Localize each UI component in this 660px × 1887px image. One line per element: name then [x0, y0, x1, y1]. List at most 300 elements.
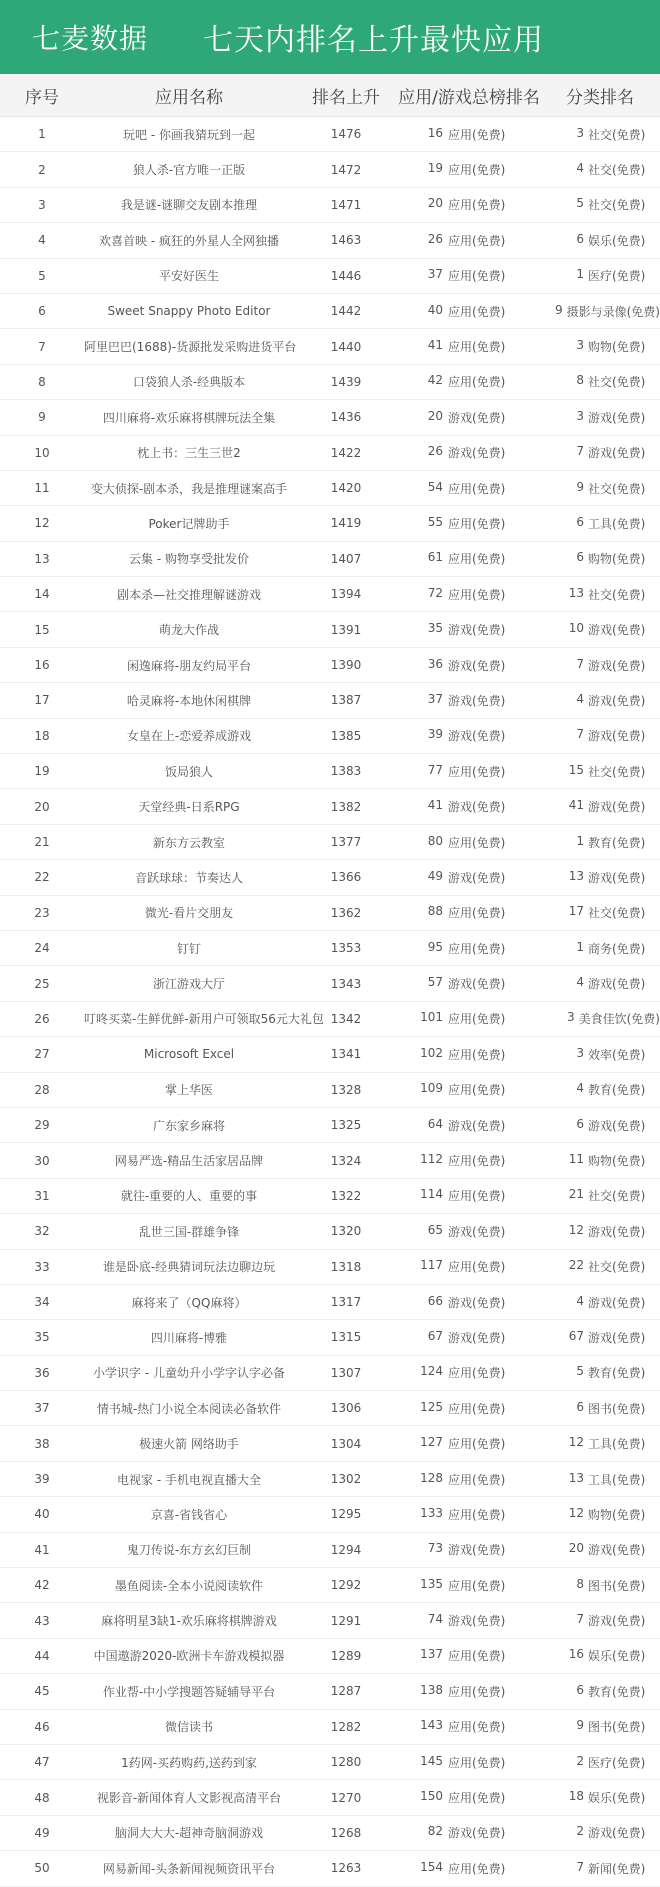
row-index: 41: [34, 1542, 50, 1557]
category-label: 游戏(免费): [588, 1118, 646, 1133]
row-index: 5: [38, 268, 46, 283]
page-header: [0, 0, 660, 74]
category-rank-cell: [540, 444, 660, 461]
row-index: 23: [34, 905, 50, 920]
overall-rank-label: 应用(免费): [448, 906, 506, 921]
app-name: Microsoft Excel: [143, 1047, 235, 1062]
overall-rank-cell: [398, 1400, 540, 1417]
overall-rank: 41: [427, 338, 443, 353]
category-rank: 4: [576, 1293, 584, 1308]
column-header-rank-rise: 排名上升: [312, 87, 380, 108]
overall-rank-label: 游戏(免费): [448, 693, 506, 708]
rank-rise: 1282: [330, 1719, 362, 1734]
overall-rank: 133: [420, 1505, 443, 1520]
overall-rank-label: 应用(免费): [448, 1791, 506, 1806]
overall-rank: 54: [427, 479, 443, 494]
category-label: 社交(免费): [588, 198, 646, 213]
category-rank-cell: [540, 1187, 660, 1204]
overall-rank-cell: [398, 904, 540, 921]
overall-rank-cell: [398, 869, 540, 886]
overall-rank-cell: [398, 834, 540, 851]
overall-rank: 67: [427, 1328, 443, 1343]
category-rank: 9: [576, 479, 584, 494]
overall-rank-label: 应用(免费): [448, 1649, 506, 1664]
row-index: 17: [34, 693, 50, 708]
rank-rise: 1292: [330, 1578, 362, 1593]
brand-name: 七麦数据: [32, 22, 149, 55]
table-row: [0, 542, 660, 577]
rank-rise: 1270: [330, 1790, 362, 1805]
category-label: 游戏(免费): [588, 658, 646, 673]
overall-rank-cell: [398, 232, 540, 249]
app-name: 萌龙大作战: [158, 623, 219, 638]
category-rank: 5: [576, 196, 584, 211]
overall-rank-cell: [398, 1860, 540, 1877]
column-header-app-name: 应用名称: [155, 87, 223, 108]
app-name: 四川麻将-博雅: [150, 1330, 228, 1345]
overall-rank-label: 应用(免费): [448, 481, 506, 496]
category-rank: 6: [576, 1116, 584, 1131]
overall-rank-cell: [398, 1435, 540, 1452]
app-name: 中国遨游2020-欧洲卡车游戏模拟器: [93, 1649, 285, 1664]
app-name: 脑洞大大大-超神奇脑洞游戏: [114, 1826, 264, 1841]
row-index: 33: [34, 1259, 50, 1274]
category-rank: 6: [576, 1682, 584, 1697]
overall-rank: 74: [427, 1612, 443, 1627]
rank-rise: 1439: [330, 374, 362, 389]
overall-rank-cell: [398, 515, 540, 532]
table-row: [0, 1426, 660, 1461]
overall-rank: 114: [420, 1187, 443, 1202]
table-row: [0, 365, 660, 400]
table-header: [0, 74, 660, 117]
overall-rank-label: 应用(免费): [448, 941, 506, 956]
table-row: [0, 1214, 660, 1249]
category-label: 购物(免费): [588, 1154, 646, 1169]
rank-rise: 1307: [330, 1365, 362, 1380]
rank-rise: 1377: [330, 835, 362, 849]
overall-rank-label: 游戏(免费): [448, 1826, 506, 1841]
overall-rank-cell: [398, 338, 540, 355]
row-index: 35: [34, 1330, 50, 1345]
overall-rank-cell: [398, 798, 540, 815]
overall-rank-label: 应用(免费): [448, 1260, 506, 1275]
category-rank-cell: [540, 940, 660, 957]
category-rank-cell: [540, 1152, 660, 1169]
category-rank: 7: [576, 656, 584, 671]
category-label: 游戏(免费): [588, 800, 646, 815]
overall-rank-label: 游戏(免费): [448, 1330, 506, 1345]
page-title: 七天内排名上升最快应用: [203, 23, 545, 58]
overall-rank: 35: [427, 621, 443, 636]
category-rank: 9: [576, 1718, 584, 1733]
app-name: 音跃球球：节奏达人: [134, 870, 243, 885]
row-index: 11: [34, 481, 50, 496]
category-rank: 8: [576, 1576, 584, 1591]
app-name: Sweet Snappy Photo Editor: [107, 304, 271, 319]
table-row: [0, 1143, 660, 1178]
overall-rank-label: 游戏(免费): [448, 1224, 506, 1239]
category-label: 图书(免费): [588, 1720, 646, 1735]
row-index: 3: [38, 197, 46, 212]
category-label: 教育(免费): [588, 835, 646, 850]
row-index: 10: [34, 445, 50, 460]
rank-rise: 1325: [330, 1118, 362, 1133]
column-header-index: 序号: [25, 87, 59, 108]
table-row: [0, 259, 660, 294]
row-index: 37: [34, 1401, 50, 1416]
table-row: [0, 931, 660, 966]
overall-rank: 20: [427, 408, 443, 423]
row-index: 25: [34, 976, 50, 991]
rank-rise: 1420: [330, 481, 362, 496]
rank-rise: 1383: [330, 764, 362, 779]
row-index: 48: [34, 1790, 50, 1805]
category-label: 医疗(免费): [588, 269, 646, 284]
overall-rank-cell: [398, 1541, 540, 1558]
overall-rank-label: 游戏(免费): [448, 1295, 506, 1310]
app-name: 四川麻将-欢乐麻将棋牌玩法全集: [102, 410, 276, 425]
table-row: [0, 1816, 660, 1851]
category-rank-cell: [540, 1789, 660, 1806]
category-label: 教育(免费): [588, 1684, 646, 1699]
category-rank-cell: [540, 904, 660, 921]
rank-rise: 1306: [330, 1401, 362, 1416]
category-rank: 12: [568, 1435, 584, 1450]
overall-rank-cell: [398, 1789, 540, 1806]
overall-rank: 124: [420, 1364, 443, 1379]
table-row: [0, 1037, 660, 1072]
category-rank-cell: [540, 1541, 660, 1558]
category-rank-cell: [540, 975, 660, 992]
table-row: [0, 1320, 660, 1355]
column-header-overall-rank: 应用/游戏总榜排名: [398, 87, 540, 108]
category-rank: 6: [576, 231, 584, 246]
category-rank-cell: [540, 834, 660, 851]
category-rank: 6: [576, 550, 584, 565]
overall-rank: 16: [427, 125, 443, 140]
app-name: 女皇在上-恋爱养成游戏: [126, 729, 252, 744]
overall-rank: 82: [427, 1824, 443, 1839]
table-row: [0, 1391, 660, 1426]
table-body: [0, 117, 660, 1887]
category-rank-cell: [540, 1081, 660, 1098]
category-rank: 7: [576, 444, 584, 459]
category-label: 社交(免费): [588, 1189, 646, 1204]
table-row: [0, 1497, 660, 1532]
category-label: 工具(免费): [588, 516, 646, 531]
category-rank-cell: [540, 727, 660, 744]
category-label: 社交(免费): [588, 163, 646, 178]
category-label: 游戏(免费): [588, 446, 646, 461]
overall-rank-cell: [398, 940, 540, 957]
overall-rank-label: 应用(免费): [448, 1861, 506, 1876]
table-row: [0, 719, 660, 754]
app-name: 情书城-热门小说全本阅读必备软件: [96, 1401, 282, 1416]
overall-rank-cell: [398, 409, 540, 426]
category-rank: 3: [576, 1045, 584, 1060]
category-rank: 7: [576, 727, 584, 742]
category-rank-cell: [540, 692, 660, 709]
category-rank: 12: [568, 1505, 584, 1520]
row-index: 40: [34, 1507, 50, 1522]
app-name: 乱世三国-群雄争锋: [138, 1224, 240, 1239]
overall-rank-label: 游戏(免费): [448, 800, 506, 815]
category-rank: 11: [568, 1152, 584, 1167]
table-row: [0, 117, 660, 152]
overall-rank: 77: [427, 762, 443, 777]
overall-rank-cell: [398, 975, 540, 992]
overall-rank-cell: [398, 1471, 540, 1488]
category-rank-cell: [540, 161, 660, 178]
overall-rank-cell: [398, 1081, 540, 1098]
overall-rank-label: 应用(免费): [448, 1472, 506, 1487]
category-rank: 4: [576, 975, 584, 990]
app-name: 新东方云教室: [152, 835, 225, 850]
app-name: 变大侦探-剧本杀，我是推理谜案高手: [90, 481, 288, 496]
overall-rank: 40: [427, 302, 443, 317]
overall-rank-label: 应用(免费): [448, 127, 506, 142]
app-name: 云集 - 购物享受批发价: [129, 552, 249, 567]
overall-rank-label: 应用(免费): [448, 835, 506, 850]
overall-rank: 64: [427, 1116, 443, 1131]
overall-rank-label: 应用(免费): [448, 1047, 506, 1062]
overall-rank-label: 游戏(免费): [448, 623, 506, 638]
overall-rank-label: 应用(免费): [448, 1154, 506, 1169]
overall-rank-cell: [398, 1683, 540, 1700]
app-name: 微信读书: [164, 1720, 213, 1735]
row-index: 24: [34, 941, 50, 956]
overall-rank: 41: [427, 798, 443, 813]
app-name: 玩吧 - 你画我猜玩到一起: [123, 127, 255, 142]
row-index: 26: [34, 1011, 50, 1026]
overall-rank-cell: [398, 303, 540, 320]
rank-rise: 1436: [330, 410, 362, 425]
category-label: 游戏(免费): [588, 1224, 646, 1239]
category-label: 社交(免费): [588, 127, 646, 142]
row-index: 21: [34, 835, 50, 849]
category-label: 商务(免费): [588, 941, 646, 956]
category-rank-cell: [540, 763, 660, 780]
row-index: 43: [34, 1613, 50, 1628]
row-index: 49: [34, 1825, 50, 1840]
category-rank: 16: [568, 1647, 584, 1662]
overall-rank: 154: [420, 1859, 443, 1874]
overall-rank: 143: [420, 1718, 443, 1733]
row-index: 8: [38, 374, 46, 389]
row-index: 27: [34, 1047, 50, 1062]
category-label: 娱乐(免费): [588, 233, 646, 248]
overall-rank-cell: [398, 1046, 540, 1063]
category-rank: 1: [576, 267, 584, 282]
overall-rank-label: 应用(免费): [448, 1507, 506, 1522]
rank-rise: 1268: [330, 1825, 362, 1840]
category-rank-cell: [540, 869, 660, 886]
category-rank: 3: [576, 338, 584, 353]
table-row: [0, 506, 660, 541]
category-rank-cell: [540, 515, 660, 532]
category-rank: 6: [576, 1399, 584, 1414]
category-rank: 20: [568, 1541, 584, 1556]
overall-rank: 61: [427, 550, 443, 565]
category-rank-cell: [540, 1329, 660, 1346]
overall-rank-cell: [398, 1824, 540, 1841]
category-label: 游戏(免费): [588, 1295, 646, 1310]
category-rank-cell: [540, 550, 660, 567]
category-rank: 18: [568, 1789, 584, 1804]
app-name: 天堂经典-日系RPG: [138, 800, 240, 815]
table-row: [0, 1108, 660, 1143]
overall-rank-cell: [398, 1117, 540, 1134]
overall-rank-label: 游戏(免费): [448, 446, 506, 461]
category-label: 游戏(免费): [588, 410, 646, 425]
category-label: 游戏(免费): [588, 1614, 646, 1629]
overall-rank: 49: [427, 868, 443, 883]
category-rank-cell: [540, 480, 660, 497]
category-rank: 13: [568, 1470, 584, 1485]
app-name: 浙江游戏大厅: [152, 977, 225, 992]
row-index: 36: [34, 1365, 50, 1380]
rank-rise: 1366: [330, 870, 362, 885]
overall-rank: 73: [427, 1541, 443, 1556]
category-rank-cell: [540, 1258, 660, 1275]
category-rank-cell: [540, 303, 660, 320]
app-name: 我是谜-谜聊交友剧本推理: [120, 198, 258, 213]
row-index: 4: [38, 233, 46, 248]
overall-rank-label: 游戏(免费): [448, 1118, 506, 1133]
category-rank: 3: [576, 125, 584, 140]
overall-rank: 101: [420, 1010, 443, 1025]
overall-rank: 72: [427, 585, 443, 600]
category-rank: 10: [568, 621, 584, 636]
overall-rank-cell: [398, 1754, 540, 1771]
category-rank: 7: [576, 1859, 584, 1874]
app-name: 钉钉: [176, 941, 201, 956]
rank-rise: 1394: [330, 587, 362, 602]
overall-rank-label: 应用(免费): [448, 552, 506, 567]
app-name: 京喜-省钱省心: [150, 1507, 228, 1522]
overall-rank-label: 应用(免费): [448, 304, 506, 319]
app-name: 1药网-买药购药,送药到家: [121, 1755, 257, 1770]
overall-rank: 137: [420, 1647, 443, 1662]
category-rank: 22: [568, 1258, 584, 1273]
app-name: 视影音-新闻体育人文影视高清平台: [96, 1791, 282, 1806]
table-row: [0, 683, 660, 718]
table-row: [0, 223, 660, 258]
row-index: 34: [34, 1295, 50, 1310]
category-rank: 21: [568, 1187, 584, 1202]
row-index: 18: [34, 728, 50, 743]
app-name: 欢喜首映 - 疯狂的外星人全网独播: [99, 233, 279, 248]
rank-rise: 1471: [330, 197, 362, 212]
app-name: 电视家 - 手机电视直播大全: [117, 1472, 261, 1487]
overall-rank-label: 应用(免费): [448, 1189, 506, 1204]
category-rank: 1: [576, 939, 584, 954]
overall-rank-label: 游戏(免费): [448, 1614, 506, 1629]
table-row: [0, 1851, 660, 1886]
table-row: [0, 577, 660, 612]
rank-rise: 1385: [330, 728, 362, 743]
overall-rank-label: 应用(免费): [448, 269, 506, 284]
category-rank-cell: [540, 1435, 660, 1452]
rank-rise: 1446: [330, 268, 362, 283]
overall-rank: 109: [420, 1081, 443, 1096]
category-rank-cell: [540, 586, 660, 603]
overall-rank: 39: [427, 727, 443, 742]
table-row: [0, 648, 660, 683]
rank-rise: 1289: [330, 1648, 362, 1663]
row-index: 29: [34, 1118, 50, 1133]
category-rank-cell: [540, 1683, 660, 1700]
overall-rank-label: 应用(免费): [448, 340, 506, 355]
table-row: [0, 1710, 660, 1745]
rank-rise: 1463: [330, 233, 362, 248]
category-rank-cell: [540, 798, 660, 815]
row-index: 42: [34, 1578, 50, 1593]
category-label: 游戏(免费): [588, 693, 646, 708]
overall-rank: 95: [427, 939, 443, 954]
rank-rise: 1440: [330, 339, 362, 354]
rank-rise: 1362: [330, 905, 362, 920]
category-rank-cell: [540, 1364, 660, 1381]
table-row: [0, 1639, 660, 1674]
overall-rank: 19: [427, 161, 443, 176]
category-rank-cell: [540, 1223, 660, 1240]
overall-rank: 117: [420, 1258, 443, 1273]
category-label: 工具(免费): [588, 1472, 646, 1487]
app-name: 就往-重要的人、重要的事: [120, 1189, 258, 1204]
category-label: 购物(免费): [588, 552, 646, 567]
overall-rank-cell: [398, 692, 540, 709]
row-index: 13: [34, 551, 50, 566]
app-name: 网易新闻-头条新闻视频资讯平台: [102, 1861, 276, 1876]
overall-rank: 26: [427, 444, 443, 459]
overall-rank-label: 游戏(免费): [448, 410, 506, 425]
overall-rank-label: 应用(免费): [448, 1578, 506, 1593]
row-index: 45: [34, 1684, 50, 1699]
overall-rank-label: 应用(免费): [448, 1366, 506, 1381]
category-rank-cell: [540, 1860, 660, 1877]
overall-rank-label: 应用(免费): [448, 375, 506, 390]
overall-rank-cell: [398, 126, 540, 143]
overall-rank-label: 应用(免费): [448, 1720, 506, 1735]
app-name: 墨鱼阅读-全本小说阅读软件: [114, 1578, 264, 1593]
rank-rise: 1317: [330, 1295, 362, 1310]
table-row: [0, 825, 660, 860]
table-row: [0, 1356, 660, 1391]
overall-rank-cell: [398, 763, 540, 780]
overall-rank-cell: [398, 727, 540, 744]
category-label: 娱乐(免费): [588, 1791, 646, 1806]
overall-rank: 26: [427, 231, 443, 246]
category-label: 医疗(免费): [588, 1755, 646, 1770]
app-name: 狼人杀-官方唯一正版: [132, 163, 246, 178]
overall-rank-label: 应用(免费): [448, 163, 506, 178]
overall-rank: 65: [427, 1222, 443, 1237]
overall-rank-cell: [398, 1329, 540, 1346]
category-rank-cell: [540, 373, 660, 390]
row-index: 50: [34, 1861, 50, 1876]
rank-rise: 1407: [330, 551, 362, 566]
overall-rank-cell: [398, 161, 540, 178]
overall-rank-cell: [398, 1258, 540, 1275]
rank-rise: 1294: [330, 1542, 362, 1557]
rank-rise: 1342: [330, 1011, 362, 1026]
overall-rank-label: 应用(免费): [448, 198, 506, 213]
table-row: [0, 1674, 660, 1709]
overall-rank: 37: [427, 267, 443, 282]
overall-rank-cell: [398, 1294, 540, 1311]
